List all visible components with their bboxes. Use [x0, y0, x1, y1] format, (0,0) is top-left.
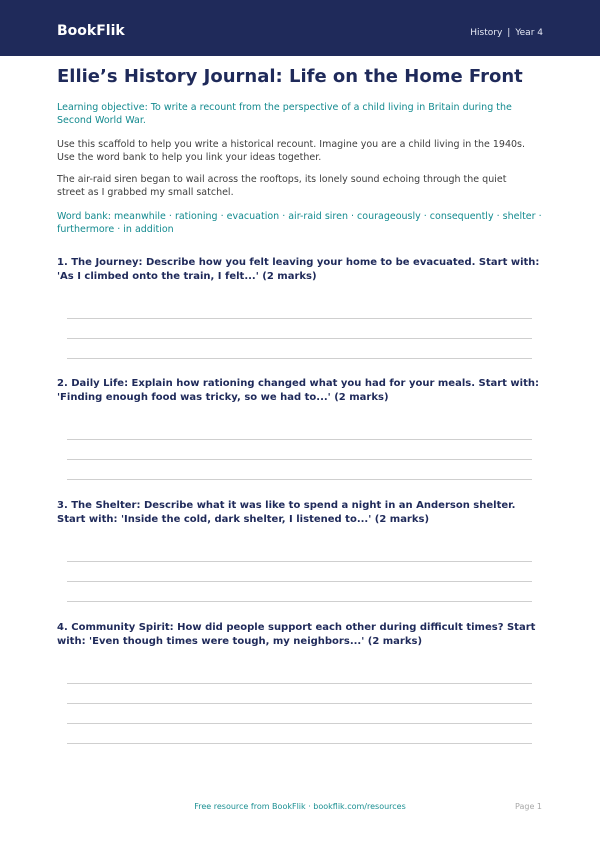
- year-label: Year 4: [515, 28, 543, 38]
- answer-line-1b[interactable]: [67, 338, 532, 339]
- question-3: 3. The Shelter: Describe what it was like to spend a night in an Anderson shelter. Start with: 'Inside the cold, dark shelter, I listened to...' (2 marks): [57, 500, 516, 525]
- header-meta: [470, 27, 543, 39]
- answer-line-1a[interactable]: [67, 318, 532, 319]
- learning-objective: Learning objective: To write a recount from the perspective of a child living in Britain during the Second World War.: [57, 102, 512, 126]
- page-title: Ellie’s History Journal: Life on the Home Front: [57, 66, 523, 87]
- question-4: 4. Community Spirit: How did people support each other during difficult times? Start with: 'Even though times were tough, my neighbors...' (2 marks): [57, 622, 536, 647]
- answer-line-4c[interactable]: [67, 723, 532, 724]
- answer-line-4d[interactable]: [67, 743, 532, 744]
- header-bar: [0, 0, 600, 56]
- answer-line-4b[interactable]: [67, 703, 532, 704]
- answer-line-2b[interactable]: [67, 459, 532, 460]
- page-number: Page 1: [515, 802, 542, 811]
- question-2: 2. Daily Life: Explain how rationing changed what you had for your meals. Start with: 'Finding enough food was tricky, so we had to...' (2 marks): [57, 378, 539, 403]
- word-bank: Word bank: meanwhile · rationing · evacuation · air-raid siren · courageously · consequently · shelter · furthermore · in addition: [57, 211, 542, 235]
- answer-line-2c[interactable]: [67, 479, 532, 480]
- instructions-text: Use this scaffold to help you write a historical recount. Imagine you are a child living in the 1940s. Use the word bank to help you link your ideas together.: [57, 139, 526, 163]
- answer-line-3b[interactable]: [67, 581, 532, 582]
- brand-logo: BookFlik: [57, 23, 125, 39]
- answer-line-3c[interactable]: [67, 601, 532, 602]
- answer-line-2a[interactable]: [67, 439, 532, 440]
- answer-line-3a[interactable]: [67, 561, 532, 562]
- story-opener: The air-raid siren began to wail across the rooftops, its lonely sound echoing through the quiet street as I grabbed my small satchel.: [57, 174, 507, 198]
- question-1: 1. The Journey: Describe how you felt leaving your home to be evacuated. Start with: 'As I climbed onto the train, I felt...' (2 marks): [57, 257, 540, 282]
- footer-credit: Free resource from BookFlik · bookflik.com/resources: [194, 802, 406, 811]
- subject-label: History: [470, 28, 503, 38]
- answer-line-1c[interactable]: [67, 358, 532, 359]
- answer-line-4a[interactable]: [67, 683, 532, 684]
- meta-separator: |: [507, 28, 511, 38]
